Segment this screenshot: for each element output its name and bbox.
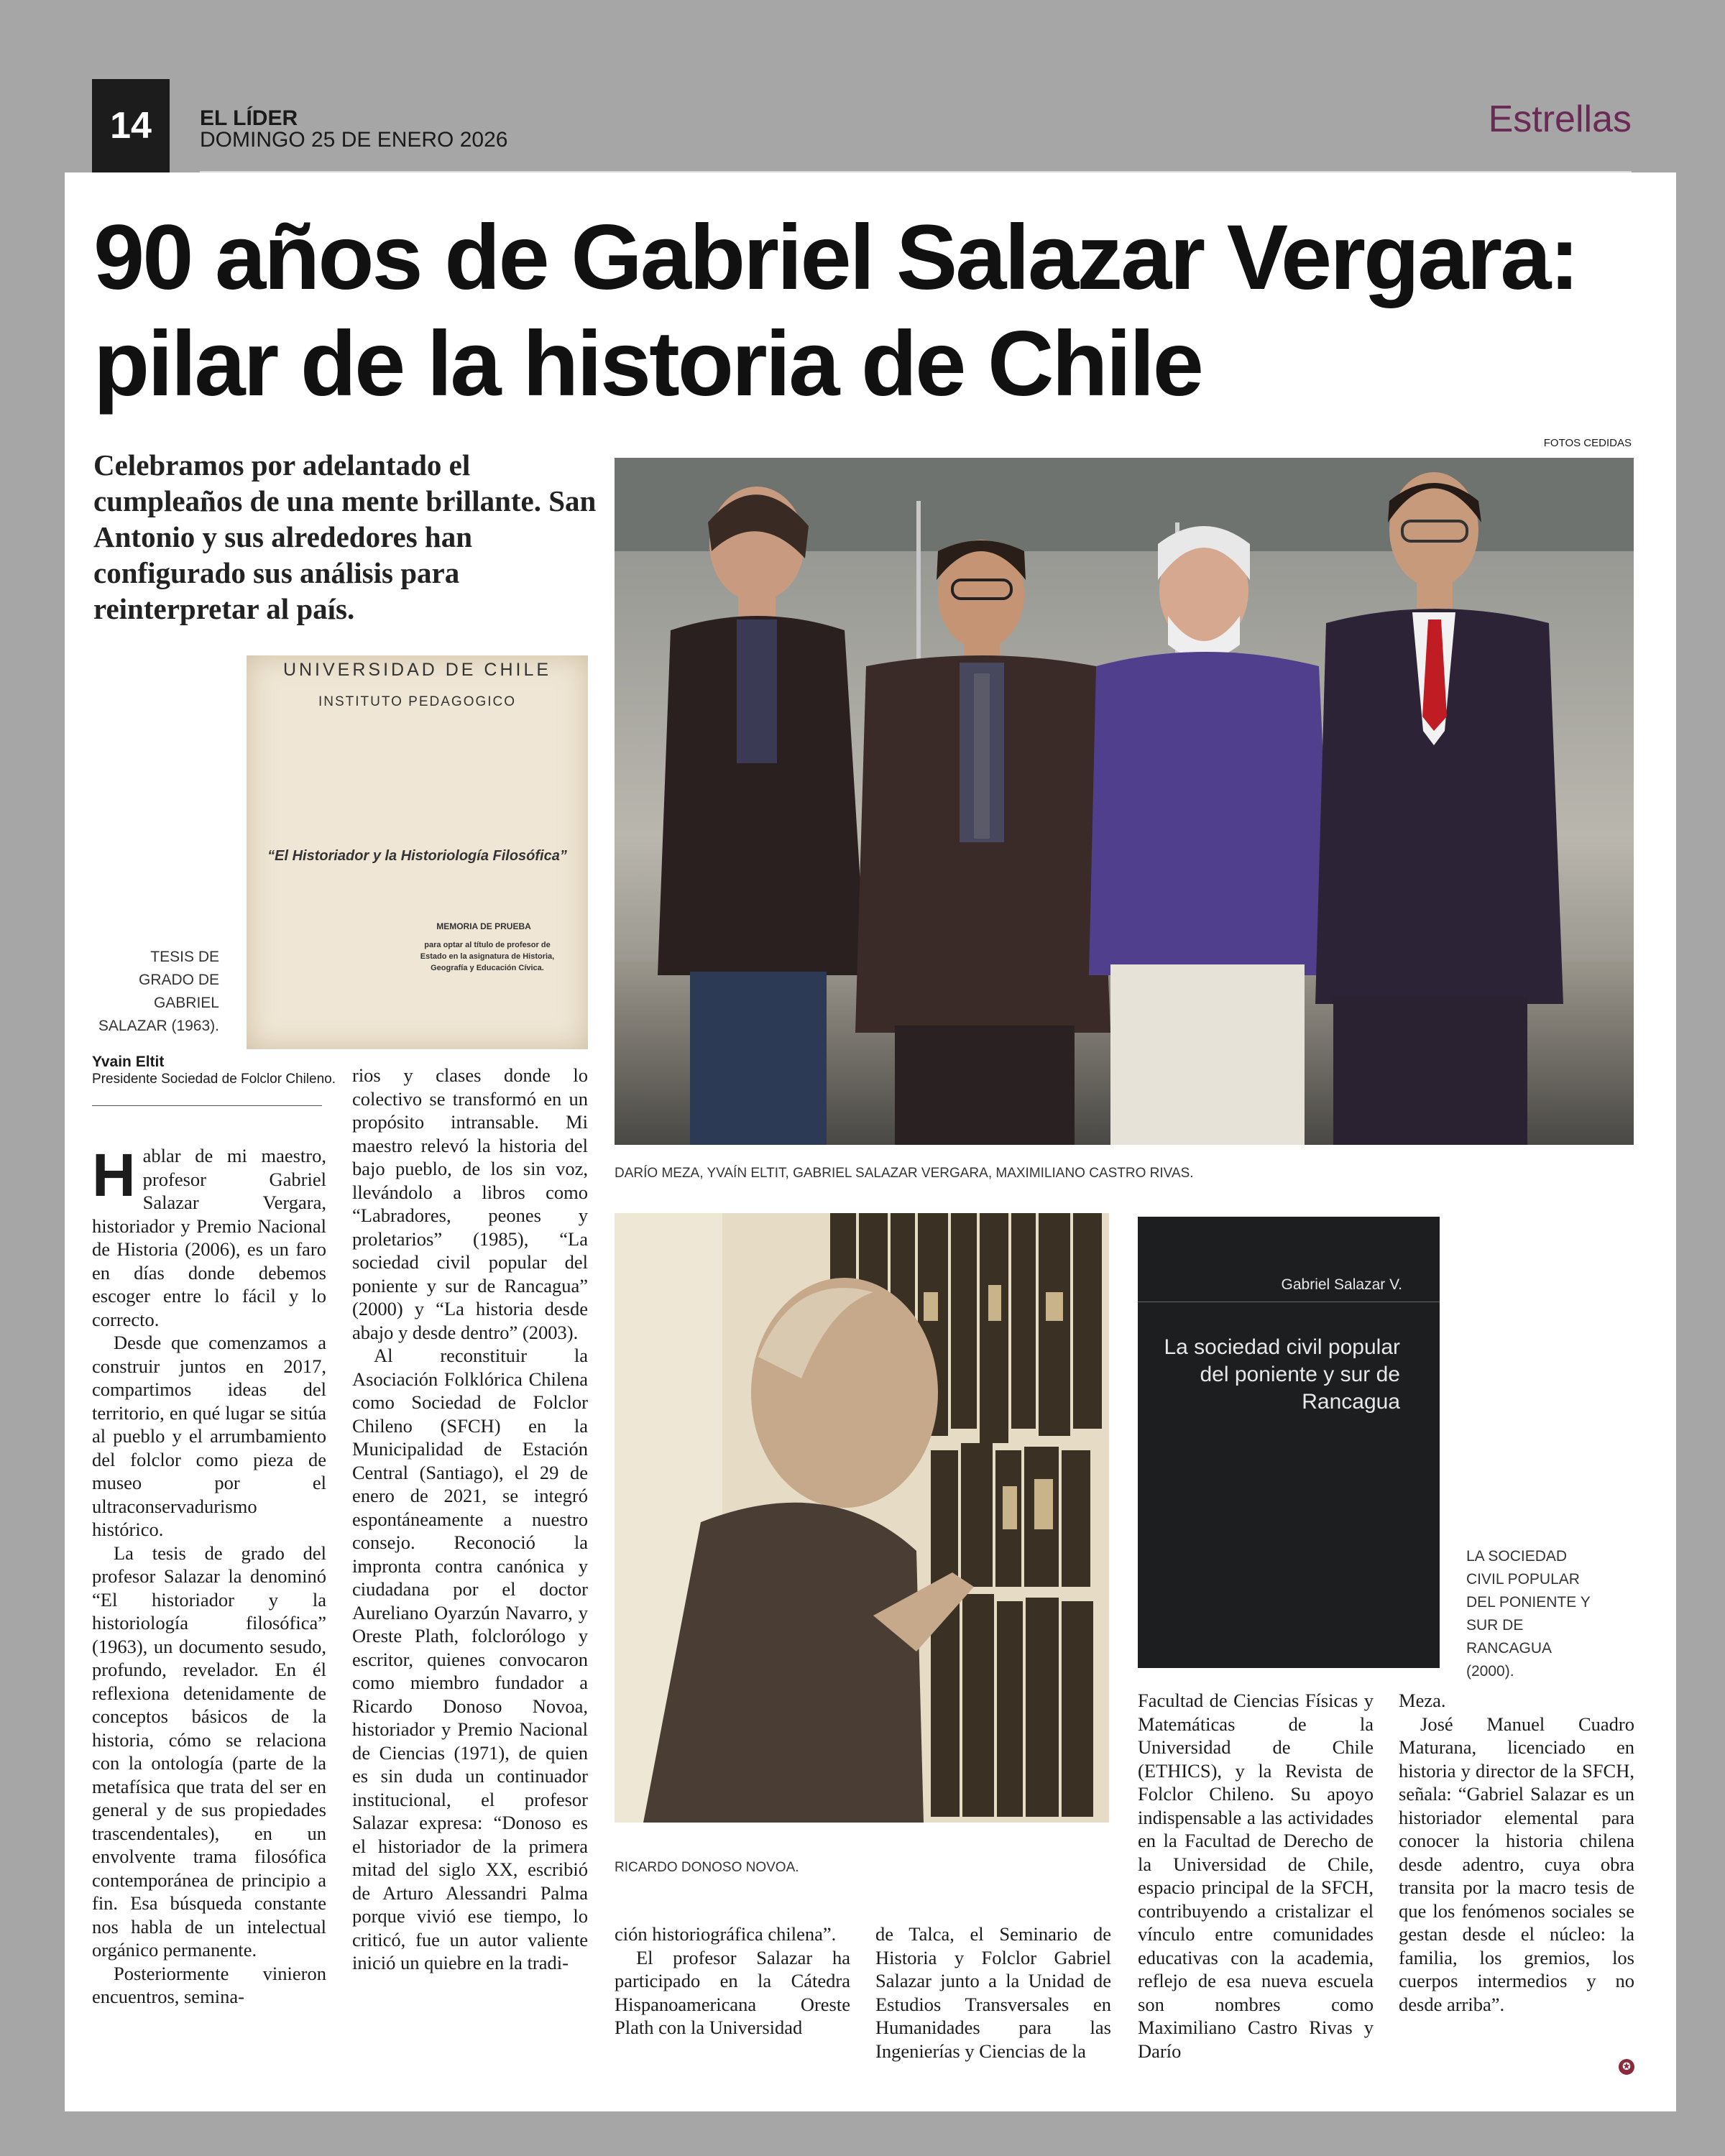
paragraph: Al reconstituir la Asociación Folklórica Chilena como Sociedad de Folclor Chileno (SFCH) en la Municipalidad de Estación Central (Santiago), el 29 de enero de 2021, se integró espontáneamente a nuestro consejo. Reconoció la impronta contra canónica y ciudadana por el doctor Aureliano Oyarzún Navarro, y Oreste Plath, folclorólogo y escritor, quienes convocaron como miembro fundador a Ricardo Donoso Novoa, historiador y Premio Nacional de Ciencias (1971), de quien es sin duda un continuador institucional, el profesor Salazar expresa: “Donoso es el historiador de la primera mitad del siglo XX, escribió de Arturo Alessandri Palma porque vivió ese tiempo, lo criticó, fue un autor valiente inició un quiebre en la tradi- xyxy=(352,1345,588,1973)
paragraph: ablar de mi maestro, profesor Gabriel Salazar Vergara, historiador y Premio Nacional de Historia (2006), es un faro en días donde debemos escoger entre lo fácil y lo correcto. xyxy=(92,1145,326,1330)
paragraph: Posteriormente vinieron encuentros, semina- xyxy=(92,1962,326,2007)
author-role: Presidente Sociedad de Folclor Chileno. xyxy=(92,1072,336,1087)
donoso-photo xyxy=(615,1213,1109,1823)
publication-name: EL LÍDER xyxy=(200,106,298,130)
headline-line-1: 90 años de Gabriel Salazar Vergara: xyxy=(93,206,1578,309)
book-caption: LA SOCIEDAD CIVIL POPULAR DEL PONIENTE Y SUR DE RANCAGUA (2000). xyxy=(1466,1548,1591,1680)
thesis-title: “El Historiador y la Historiología Filosófica” xyxy=(267,848,567,864)
article-column-5 xyxy=(1138,1689,1374,2063)
paragraph: Facultad de Ciencias Físicas y Matemáticas de la Universidad de Chile (ETHICS), y la Revista de Folclor Chileno. Su apoyo indispensable a las actividades en la Facultad de Derecho de la Universidad de Chile, espacio principal de la SFCH, contribuyendo a cristalizar el vínculo entre comunidades educativas con la academia, reflejo de esa nueva escuela son nombres como Maximiliano Castro Rivas y Darío xyxy=(1138,1690,1374,2062)
drop-cap: H xyxy=(92,1141,136,1209)
byline-rule xyxy=(92,1105,322,1106)
paragraph: José Manuel Cuadro Maturana, licenciado en historia y director de la SFCH, señala: “Gabriel Salazar es un historiador elemental para conocer la historia chilena desde adentro, cuya obra transita por la macro tesis de que los fenómenos sociales se gestan desde el núcleo: la familia, los gremios, los cuerpos intermedios y no desde arriba”. xyxy=(1399,1713,1634,2015)
article-column-1 xyxy=(92,1141,326,2009)
thesis-purpose: para optar al título de profesor de Estado en la asignatura de Historia, Geografía y Educación Cívica. xyxy=(420,941,555,972)
book-author: Gabriel Salazar V. xyxy=(1281,1276,1402,1293)
group-photo xyxy=(615,458,1634,1145)
thesis-cover-image xyxy=(247,655,588,1049)
donoso-photo-illustration xyxy=(615,1213,1109,1823)
paragraph: rios y clases donde lo colectivo se transformó en un propósito intransable. Mi maestro relevó la historia del bajo pueblo, de los sin voz, llevándolo a libros como “Labradores, peones y proletarios” (1985), “La sociedad civil popular del poniente y sur de Rancagua” (2000) y “La historia desde abajo y desde dentro” (2003). xyxy=(352,1064,588,1343)
article-column-4 xyxy=(875,1922,1111,2063)
thesis-caption: TESIS DE GRADO DE GABRIEL SALAZAR (1963). xyxy=(98,949,219,1034)
article-column-2 xyxy=(352,1064,588,1975)
section-name: Estrellas xyxy=(1488,98,1632,140)
article-column-6 xyxy=(1399,1689,1634,2016)
book-cover xyxy=(1138,1217,1440,1668)
group-photo-illustration xyxy=(615,458,1634,1145)
photo-credit: FOTOS CEDIDAS xyxy=(1543,437,1632,449)
paragraph: Meza. xyxy=(1399,1690,1446,1711)
masthead xyxy=(200,108,507,151)
paragraph: El profesor Salazar ha participado en la Cátedra Hispanoamericana Oreste Plath con la Universidad xyxy=(615,1946,850,2038)
paragraph: Desde que comenzamos a construir juntos en 2017, compartimos ideas del territorio, en qué lugar se sitúa al pueblo y el arrumbamiento del folclor como pieza de museo por el ultraconservadurismo histórico. xyxy=(92,1332,326,1540)
headline-line-2: pilar de la historia de Chile xyxy=(93,313,1202,415)
article-column-3 xyxy=(615,1922,850,2040)
group-photo-caption: DARÍO MEZA, YVAÍN ELTIT, GABRIEL SALAZAR VERGARA, MAXIMILIANO CASTRO RIVAS. xyxy=(615,1166,1194,1181)
donoso-caption: RICARDO DONOSO NOVOA. xyxy=(615,1860,799,1875)
byline xyxy=(92,1054,336,1088)
paragraph: de Talca, el Seminario de Historia y Folclor Gabriel Salazar junto a la Unidad de Estudios Transversales en Humanidades para las Ingenierías y Ciencias de la xyxy=(875,1923,1111,2062)
thesis-institute: INSTITUTO PEDAGOGICO xyxy=(318,694,517,709)
paragraph: ción historiográfica chilena”. xyxy=(615,1923,837,1945)
end-mark-icon: ✪ xyxy=(1619,2059,1634,2075)
book-title: La sociedad civil popular del poniente y sur de Rancagua xyxy=(1164,1335,1400,1414)
page-number: 14 xyxy=(92,79,170,172)
deck: Celebramos por adelantado el cumpleaños de una mente brillante. San Antonio y sus alrededores han configurado sus análisis para reinterpretar al país. xyxy=(93,448,597,625)
paragraph: La tesis de grado del profesor Salazar la denominó “El historiador y la historiología filosófica” (1963), un documento sesudo, profundo, revelador. En él reflexiona detenidamente de conceptos básicos de la historia, cómo se relaciona con la ontología (parte de la metafísica que trata del ser en general y de sus propiedades trascendentales), en un envolvente trama filosófica contemporánea de principio a fin. Esa búsqueda constante nos habla de un intelectual orgánico permanente. xyxy=(92,1542,326,1961)
headline xyxy=(93,205,1646,418)
publication-date: DOMINGO 25 DE ENERO 2026 xyxy=(200,128,508,152)
thesis-memoria: MEMORIA DE PRUEBA xyxy=(436,921,531,931)
thesis-university: UNIVERSIDAD DE CHILE xyxy=(282,660,552,680)
author-name: Yvain Eltit xyxy=(92,1054,165,1070)
